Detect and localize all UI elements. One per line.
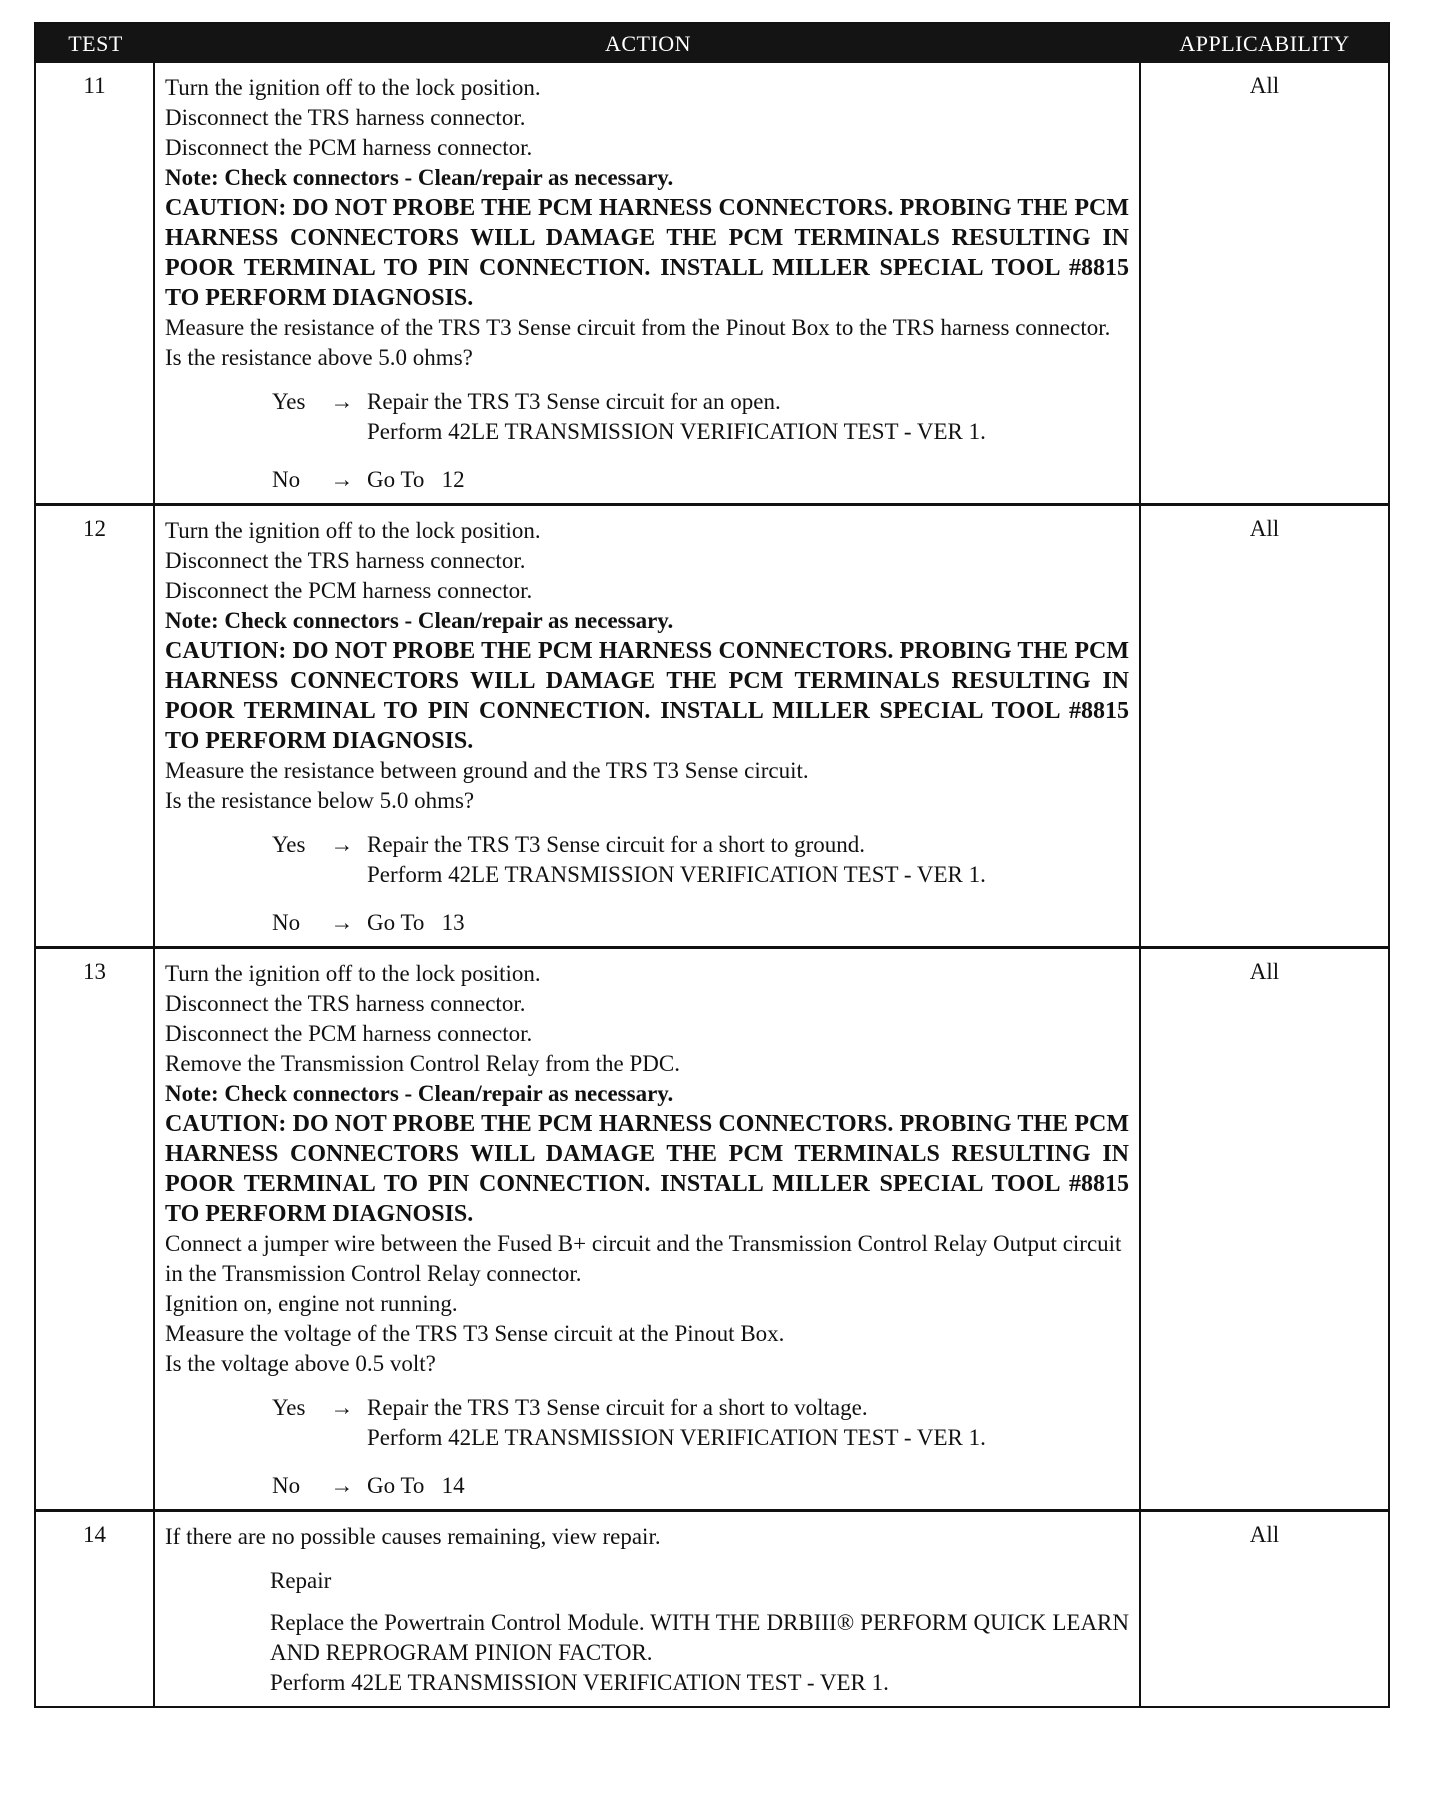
- yes-repair-text: Repair the TRS T3 Sense circuit for a short to voltage.: [367, 1395, 868, 1420]
- action-step: Ignition on, engine not running.: [165, 1291, 458, 1316]
- test-number: 12: [36, 506, 155, 946]
- measure-step: Measure the resistance between ground and the TRS T3 Sense circuit.: [165, 758, 809, 783]
- arrow-icon: →: [330, 467, 354, 492]
- action-step: Disconnect the TRS harness connector.: [165, 548, 526, 573]
- action-step: If there are no possible causes remaining, view repair.: [165, 1524, 661, 1549]
- repair-label: Repair: [270, 1568, 332, 1593]
- repair-instruction: Replace the Powertrain Control Module. WITH THE DRBIII® PERFORM QUICK LEARN AND REPROGRAM PINION FACTOR.: [270, 1610, 1129, 1665]
- outcomes: [165, 830, 1129, 938]
- applicability-value: All: [1249, 516, 1280, 541]
- question-text: Is the voltage above 0.5 volt?: [165, 1351, 436, 1376]
- no-label: No: [272, 1473, 301, 1498]
- table-row: [36, 503, 1388, 946]
- test-number: 14: [36, 1512, 155, 1706]
- arrow-icon: →: [330, 389, 354, 414]
- repair-text: [165, 1608, 1129, 1698]
- outcomes: [165, 387, 1129, 495]
- question-text: Is the resistance above 5.0 ohms?: [165, 345, 473, 370]
- caution-text: CAUTION: DO NOT PROBE THE PCM HARNESS CONNECTORS. PROBING THE PCM HARNESS CONNECTORS WILL DAMAGE THE PCM TERMINALS RESULTING IN POOR TERMINAL TO PIN CONNECTION. INSTALL MILLER SPECIAL TOOL #8815 TO PERFORM DIAGNOSIS.: [165, 638, 1129, 754]
- measure-step: Measure the voltage of the TRS T3 Sense circuit at the Pinout Box.: [165, 1321, 785, 1346]
- yes-verify-text: Perform 42LE TRANSMISSION VERIFICATION TEST - VER 1.: [367, 862, 986, 887]
- action-step: Remove the Transmission Control Relay from the PDC.: [165, 1051, 680, 1076]
- arrow-icon: →: [330, 910, 354, 935]
- note-text: Note: Check connectors - Clean/repair as necessary.: [165, 608, 674, 633]
- applicability-value: All: [1249, 959, 1280, 984]
- action-cell: [155, 63, 1141, 503]
- yes-outcome: [165, 830, 1129, 890]
- goto-link[interactable]: Go To 14: [367, 1473, 465, 1498]
- arrow-icon: →: [330, 1395, 354, 1420]
- yes-repair-text: Repair the TRS T3 Sense circuit for a short to ground.: [367, 832, 866, 857]
- arrow-icon: →: [330, 1473, 354, 1498]
- yes-label: Yes: [272, 389, 306, 414]
- diagnostic-test-table: [34, 22, 1390, 1708]
- caution-text: CAUTION: DO NOT PROBE THE PCM HARNESS CONNECTORS. PROBING THE PCM HARNESS CONNECTORS WILL DAMAGE THE PCM TERMINALS RESULTING IN POOR TERMINAL TO PIN CONNECTION. INSTALL MILLER SPECIAL TOOL #8815 TO PERFORM DIAGNOSIS.: [165, 1111, 1129, 1227]
- test-number: 11: [36, 63, 155, 503]
- measure-step: Measure the resistance of the TRS T3 Sense circuit from the Pinout Box to the TRS harness connector.: [165, 315, 1111, 340]
- action-step: Disconnect the TRS harness connector.: [165, 991, 526, 1016]
- caution-text: CAUTION: DO NOT PROBE THE PCM HARNESS CONNECTORS. PROBING THE PCM HARNESS CONNECTORS WILL DAMAGE THE PCM TERMINALS RESULTING IN POOR TERMINAL TO PIN CONNECTION. INSTALL MILLER SPECIAL TOOL #8815 TO PERFORM DIAGNOSIS.: [165, 195, 1129, 311]
- yes-outcome: [165, 387, 1129, 447]
- table-row: [36, 1509, 1388, 1706]
- note-text: Note: Check connectors - Clean/repair as necessary.: [165, 165, 674, 190]
- no-label: No: [272, 910, 301, 935]
- yes-verify-text: Perform 42LE TRANSMISSION VERIFICATION TEST - VER 1.: [367, 419, 986, 444]
- no-label: No: [272, 467, 301, 492]
- note-text: Note: Check connectors - Clean/repair as necessary.: [165, 1081, 674, 1106]
- action-cell: [155, 949, 1141, 1509]
- goto-link[interactable]: Go To 12: [367, 467, 465, 492]
- goto-link[interactable]: Go To 13: [367, 910, 465, 935]
- action-step: Turn the ignition off to the lock position.: [165, 75, 541, 100]
- table-header: [36, 24, 1388, 63]
- yes-repair-text: Repair the TRS T3 Sense circuit for an open.: [367, 389, 781, 414]
- header-test: TEST: [68, 30, 123, 56]
- outcomes: [165, 1393, 1129, 1501]
- jumper-step: Connect a jumper wire between the Fused B+ circuit and the Transmission Control Relay Output circuit in the Transmission Control Relay connector.: [165, 1231, 1122, 1286]
- action-step: Disconnect the PCM harness connector.: [165, 1021, 533, 1046]
- question-text: Is the resistance below 5.0 ohms?: [165, 788, 475, 813]
- table-row: [36, 946, 1388, 1509]
- repair-verify-text: Perform 42LE TRANSMISSION VERIFICATION TEST - VER 1.: [270, 1670, 889, 1695]
- header-applicability: APPLICABILITY: [1179, 30, 1350, 56]
- action-step: Disconnect the PCM harness connector.: [165, 135, 533, 160]
- no-outcome: [165, 908, 1129, 938]
- applicability-value: All: [1249, 1522, 1280, 1547]
- action-step: Disconnect the PCM harness connector.: [165, 578, 533, 603]
- no-outcome: [165, 465, 1129, 495]
- yes-label: Yes: [272, 1395, 306, 1420]
- yes-label: Yes: [272, 832, 306, 857]
- yes-verify-text: Perform 42LE TRANSMISSION VERIFICATION TEST - VER 1.: [367, 1425, 986, 1450]
- test-number: 13: [36, 949, 155, 1509]
- applicability-value: All: [1249, 73, 1280, 98]
- arrow-icon: →: [330, 832, 354, 857]
- no-outcome: [165, 1471, 1129, 1501]
- action-step: Turn the ignition off to the lock position.: [165, 518, 541, 543]
- action-step: Disconnect the TRS harness connector.: [165, 105, 526, 130]
- action-step: Turn the ignition off to the lock position.: [165, 961, 541, 986]
- header-action: ACTION: [604, 30, 692, 56]
- action-cell: [155, 1512, 1141, 1706]
- action-cell: [155, 506, 1141, 946]
- yes-outcome: [165, 1393, 1129, 1453]
- table-row: [36, 63, 1388, 503]
